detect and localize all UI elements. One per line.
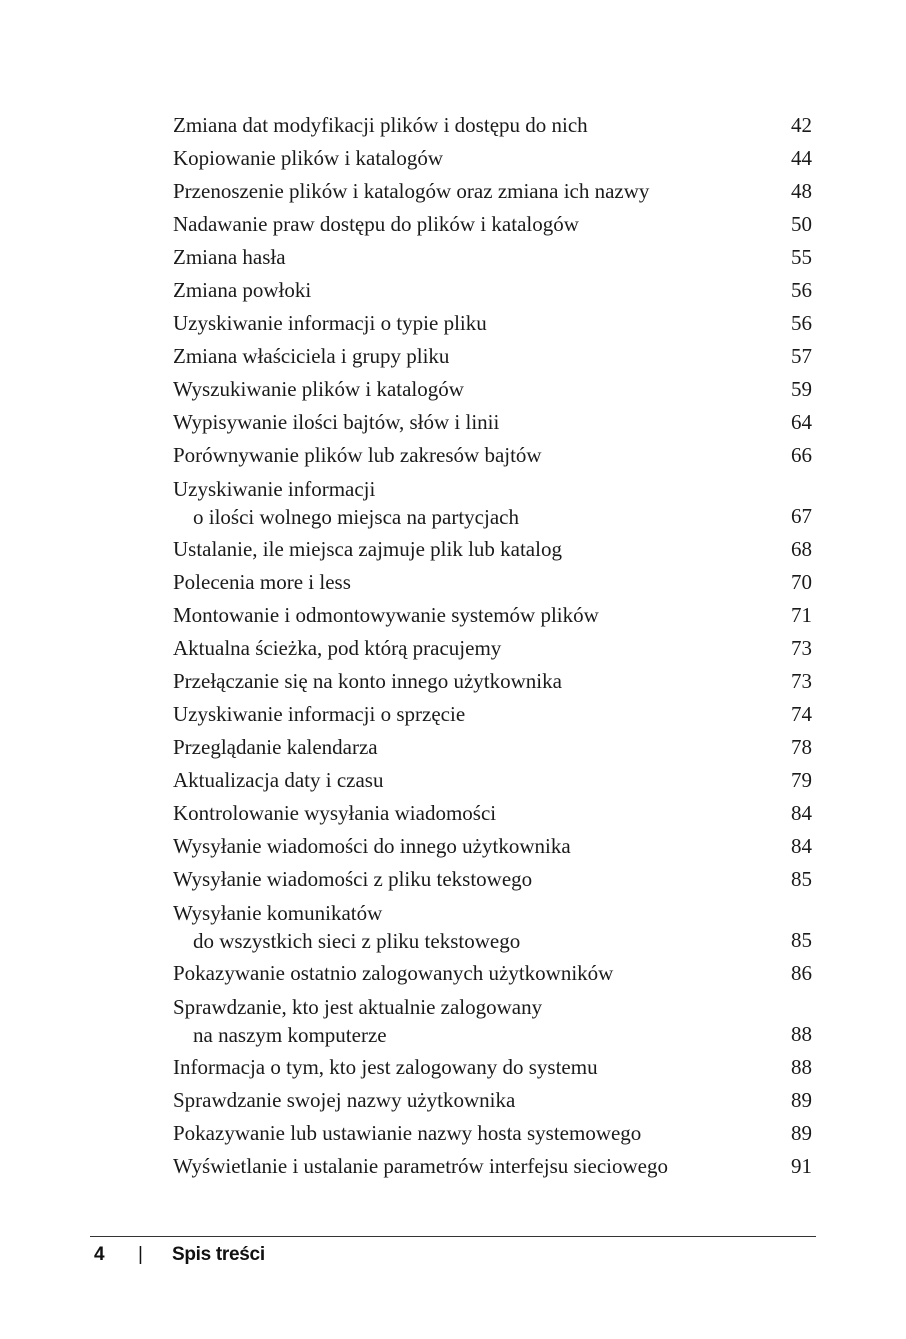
toc-entry-page: 85: [791, 867, 812, 891]
toc-entry: [173, 797, 812, 830]
toc-entry-page: 71: [791, 603, 812, 627]
toc-entry-page: 56: [791, 278, 812, 302]
toc-entry-title-text: Wyszukiwanie plików i katalogów: [173, 377, 464, 401]
toc-entry-title: [173, 439, 812, 472]
toc-entry-page: 79: [791, 768, 812, 792]
toc-entry-title-text: Przełączanie się na konto innego użytkownika: [173, 669, 562, 693]
toc-entry-title: [173, 665, 812, 698]
toc-entry: [173, 307, 812, 340]
toc-entry-title-text: Przeglądanie kalendarza: [173, 735, 378, 759]
toc-entry: [173, 830, 812, 863]
footer-separator: |: [138, 1244, 143, 1265]
toc-entry: [173, 698, 812, 731]
toc-entry-title-text: Zmiana hasła: [173, 245, 286, 269]
toc-entry-title: [173, 472, 812, 533]
toc-entry-title-text: Kontrolowanie wysyłania wiadomości: [173, 801, 497, 825]
toc-entry-page: 68: [791, 537, 812, 561]
toc-entry: [173, 1084, 812, 1117]
toc-entry: [173, 990, 812, 1051]
toc-entry-title-text: Wypisywanie ilości bajtów, słów i linii: [173, 410, 500, 434]
section-title: Spis treści: [172, 1244, 265, 1265]
toc-entry-title: [173, 830, 812, 863]
toc-entry-title: [173, 373, 812, 406]
toc-entry-title-continuation: do wszystkich sieci z pliku tekstowego: [193, 929, 521, 953]
toc-entry: [173, 957, 812, 990]
toc-entry-title-text: Sprawdzanie swojej nazwy użytkownika: [173, 1088, 516, 1112]
toc-entry-title-text: Wysyłanie wiadomości z pliku tekstowego: [173, 867, 533, 891]
toc-entry-title: [173, 764, 812, 797]
toc-entry: [173, 109, 812, 142]
toc-entry-title: [173, 698, 812, 731]
toc-entry-title-text: Polecenia more i less: [173, 570, 351, 594]
toc-entry-page: 89: [791, 1088, 812, 1112]
toc-entry-page: 88: [791, 1022, 812, 1046]
toc-entry-title: [173, 1150, 812, 1183]
toc-entry-page: 64: [791, 410, 812, 434]
toc-entry-page: 78: [791, 735, 812, 759]
toc-entry-page: 42: [791, 113, 812, 137]
toc-entry-title: [173, 1117, 812, 1150]
toc-entry-title: [173, 797, 812, 830]
toc-entry-page: 59: [791, 377, 812, 401]
toc-entry: [173, 373, 812, 406]
toc-entry-title-text: Porównywanie plików lub zakresów bajtów: [173, 443, 542, 467]
toc-entry-title-text: Przenoszenie plików i katalogów oraz zmiana ich nazwy: [173, 179, 650, 203]
toc-entry: [173, 863, 812, 896]
toc-entry: [173, 142, 812, 175]
toc-entry-page: 56: [791, 311, 812, 335]
toc-entry: [173, 566, 812, 599]
toc-entry: [173, 632, 812, 665]
toc-entry: [173, 175, 812, 208]
toc-entry-title-text: Uzyskiwanie informacji o sprzęcie: [173, 702, 466, 726]
toc-entry-title: [173, 175, 812, 208]
toc-entry-title: [173, 307, 812, 340]
toc-entry-title: [173, 1051, 812, 1084]
toc-entry-page: 84: [791, 801, 812, 825]
toc-entry-title-text: Uzyskiwanie informacji: [173, 477, 376, 501]
toc-entry-page: 55: [791, 245, 812, 269]
toc-entry-title-text: Sprawdzanie, kto jest aktualnie zalogowany: [173, 995, 543, 1019]
toc-entry-title-text: Uzyskiwanie informacji o typie pliku: [173, 311, 487, 335]
toc-entry-title-continuation: o ilości wolnego miejsca na partycjach: [193, 505, 519, 529]
toc-entry-page: 57: [791, 344, 812, 368]
toc-entry-title-text: Pokazywanie ostatnio zalogowanych użytkowników: [173, 961, 614, 985]
toc-entry-title: [173, 632, 812, 665]
toc-entry: [173, 439, 812, 472]
toc-entry-page: 50: [791, 212, 812, 236]
toc-entry-page: 67: [791, 504, 812, 528]
toc-entry-title-text: Wyświetlanie i ustalanie parametrów interfejsu sieciowego: [173, 1154, 668, 1178]
toc-entry-page: 88: [791, 1055, 812, 1079]
toc-entry-title-continuation: na naszym komputerze: [193, 1023, 387, 1047]
toc-entry-title-text: Wysyłanie komunikatów: [173, 901, 383, 925]
toc-entry-page: 73: [791, 669, 812, 693]
toc-entry: [173, 1117, 812, 1150]
toc-entry-page: 44: [791, 146, 812, 170]
toc-entry-title-text: Zmiana właściciela i grupy pliku: [173, 344, 450, 368]
toc-entry-title: [173, 731, 812, 764]
toc-entry-title: [173, 241, 812, 274]
toc-entry-title-text: Montowanie i odmontowywanie systemów plików: [173, 603, 599, 627]
toc-entry: [173, 472, 812, 533]
toc-entry: [173, 406, 812, 439]
toc-entry: [173, 533, 812, 566]
toc-entry: [173, 764, 812, 797]
toc-entry-title: [173, 109, 812, 142]
toc-entry-title: [173, 142, 812, 175]
toc-entry: [173, 1051, 812, 1084]
toc-entry-title: [173, 533, 812, 566]
toc-entry-title-text: Aktualna ścieżka, pod którą pracujemy: [173, 636, 502, 660]
toc-entry-page: 66: [791, 443, 812, 467]
toc-entry-page: 84: [791, 834, 812, 858]
toc-entry: [173, 241, 812, 274]
toc-entry-title: [173, 406, 812, 439]
toc-entry-title: [173, 863, 812, 896]
toc-entry: [173, 731, 812, 764]
toc-entry-title-text: Kopiowanie plików i katalogów: [173, 146, 444, 170]
toc-entry-title: [173, 208, 812, 241]
table-of-contents: [173, 109, 812, 1183]
toc-entry-title: [173, 566, 812, 599]
toc-entry: [173, 1150, 812, 1183]
toc-entry-page: 70: [791, 570, 812, 594]
toc-entry-title-text: Nadawanie praw dostępu do plików i katalogów: [173, 212, 579, 236]
toc-entry-title-text: Zmiana powłoki: [173, 278, 312, 302]
toc-entry-title-text: Wysyłanie wiadomości do innego użytkownika: [173, 834, 571, 858]
toc-entry-title-text: Zmiana dat modyfikacji plików i dostępu do nich: [173, 113, 588, 137]
toc-entry-title: [173, 957, 812, 990]
toc-entry-title: [173, 274, 812, 307]
toc-entry: [173, 665, 812, 698]
toc-entry-page: 74: [791, 702, 812, 726]
toc-entry: [173, 208, 812, 241]
toc-entry-title-text: Informacja o tym, kto jest zalogowany do systemu: [173, 1055, 598, 1079]
toc-entry-title: [173, 990, 812, 1051]
toc-entry-page: 89: [791, 1121, 812, 1145]
footer-divider: [90, 1236, 816, 1237]
toc-entry: [173, 599, 812, 632]
toc-entry: [173, 274, 812, 307]
toc-entry: [173, 896, 812, 957]
toc-entry-title: [173, 599, 812, 632]
toc-entry-page: 73: [791, 636, 812, 660]
toc-entry-title: [173, 1084, 812, 1117]
page-number: 4: [94, 1244, 105, 1265]
toc-entry-title-text: Aktualizacja daty i czasu: [173, 768, 384, 792]
toc-entry-title-text: Ustalanie, ile miejsca zajmuje plik lub katalog: [173, 537, 562, 561]
toc-entry: [173, 340, 812, 373]
toc-entry-title-text: Pokazywanie lub ustawianie nazwy hosta systemowego: [173, 1121, 642, 1145]
toc-entry-page: 86: [791, 961, 812, 985]
toc-entry-page: 48: [791, 179, 812, 203]
toc-entry-page: 91: [791, 1154, 812, 1178]
toc-entry-title: [173, 896, 812, 957]
toc-entry-title: [173, 340, 812, 373]
toc-entry-page: 85: [791, 928, 812, 952]
